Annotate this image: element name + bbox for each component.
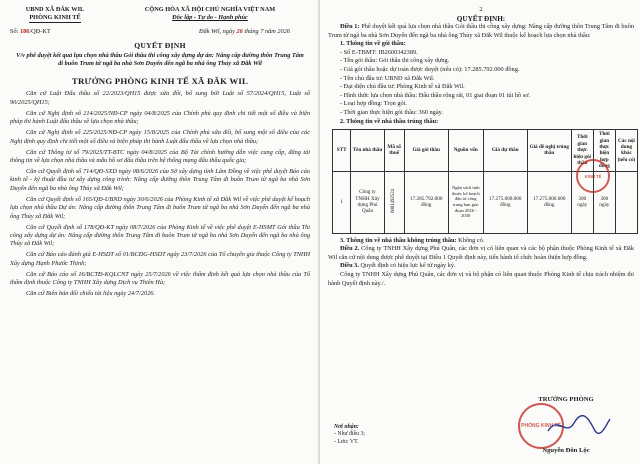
section-3	[328, 237, 634, 246]
signer-name: Nguyễn Đôn Lộc	[542, 447, 590, 454]
package-info-item: - Tên chủ đầu tư: UBND xã Đăk Wil.	[340, 74, 435, 82]
section-3-label: 3. Thông tin về nhà thầu không trúng thầu:	[340, 236, 457, 244]
signature-area	[506, 403, 626, 447]
document-date	[199, 28, 290, 35]
col-header: Các nội dung khác (nếu có)	[615, 130, 637, 171]
national-motto	[110, 6, 310, 23]
article-1-lead: Điều 1:	[340, 23, 360, 30]
legal-basis: Căn cứ Luật Đấu thầu số 22/2023/QH15 được sửa đổi, bổ sung bởi Luật số 57/2024/QH15, Luật số 90/2025/QH15;	[10, 90, 310, 106]
decision-title: QUYẾT ĐỊNH	[134, 41, 186, 50]
signer-title: TRƯỞNG PHÒNG	[538, 396, 594, 403]
date-day: 26	[236, 28, 243, 35]
org-line-1: UBND XÃ ĐĂK WIL	[25, 6, 85, 13]
section-1-heading	[328, 40, 634, 49]
table-cell: 300 ngày	[571, 171, 593, 233]
package-info-item: - Thời gian thực hiện gói thầu: 360 ngày.	[340, 108, 443, 116]
package-info-item: - Loại hợp đồng: Trọn gói.	[340, 100, 408, 108]
table-cell: 17.275.000.000 đồng	[527, 171, 571, 233]
decision-subject: V/v phê duyệt kết quả lựa chọn nhà thầu Gói thầu thi công xây dựng dự án: Nâng cấp đường thôn Trung Tâm đi buôn Trum từ ngã ba nhà Sơn Duyến đến ngã ba nhà ông Thủy xã Đăk Wil	[16, 52, 304, 68]
table-cell: 17.285.792.000 đồng	[404, 171, 448, 233]
tax-code: 6001492524	[390, 188, 396, 213]
table-cell: 1	[333, 171, 351, 233]
document-page-1	[0, 0, 318, 464]
col-header: Giá đề nghị trúng thầu	[527, 130, 571, 171]
article-2	[328, 245, 634, 262]
col-header: Giá dự thầu	[483, 130, 527, 171]
article-3	[328, 262, 634, 271]
table-cell: Ngân sách tỉnh thuộc kế hoạch đầu tư công trung hạn giai đoạn 2026 - 2030	[448, 171, 483, 233]
col-header: Tên nhà thầu	[351, 130, 384, 171]
section-1-label: 1. Thông tin về gói thầu:	[340, 40, 406, 48]
page-number: 2	[479, 6, 483, 13]
legal-basis: Căn cứ Nghị định số 225/2025/NĐ-CP ngày 15/8/2025 của Chính phủ sửa đổi, bổ sung một số điều của các Nghị định quy định chi tiết một số điều và biện pháp thi hành Luật đấu thầu về lựa chọn nhà thầu;	[10, 129, 310, 145]
number-prefix: Số:	[10, 28, 19, 35]
signature-block	[506, 396, 626, 454]
authority-heading: TRƯỞNG PHÒNG KINH TẾ XÃ ĐĂK WIL	[71, 76, 249, 87]
decision-heading: QUYẾT ĐỊNH:	[456, 15, 506, 23]
date-text-b: tháng 7 năm 2026	[244, 28, 290, 35]
section-2-label: 2. Thông tin về nhà thầu trúng thầu:	[340, 117, 439, 125]
document-number	[10, 28, 51, 35]
article-1	[328, 23, 634, 40]
recipient-item: - Lưu: VT.	[334, 438, 359, 445]
article-3-text: Quyết định có hiệu lực kể từ ngày ký.	[360, 262, 456, 270]
package-info-item: - Đại diện chủ đầu tư: Phòng Kinh tế xã Đăk Wil.	[340, 83, 465, 91]
document-header	[10, 6, 310, 23]
seal-text: PHÒNG KINH TẾ	[521, 423, 561, 429]
legal-basis: Căn cứ Thông tư số 79/2025/TT-BTC ngày 04/8/2025 của Bộ Tài chính hướng dẫn việc cung cấp, đăng tải thông tin về lựa chọn nhà thầu và mẫu hồ sơ đấu thầu trên hệ thống mạng đấu thầu quốc gia;	[10, 148, 310, 165]
table-stamp-text: KINH TẾ	[584, 173, 602, 179]
recipients-title: Nơi nhận:	[334, 423, 359, 430]
section-3-value: Không có.	[458, 236, 485, 244]
nation-line-1: CỘNG HÒA XÃ HỘI CHỦ NGHĨA VIỆT NAM	[144, 6, 276, 13]
recipients	[334, 424, 365, 446]
col-header: Mã số thuế	[384, 130, 404, 171]
winner-table-wrap	[328, 129, 634, 233]
col-header: Thời gian thực hiện gói thầu	[571, 130, 593, 171]
table-cell: Công ty TNHH Xây dựng Phú Quân	[351, 171, 384, 233]
package-info-item: - Tên gói thầu: Gói thầu thi công xây dựng.	[340, 57, 450, 65]
col-header: Giá gói thầu	[404, 130, 448, 171]
document-page-2	[320, 0, 640, 464]
legal-basis: Căn cứ Quyết định số 165/QĐ-UBND ngày 30/6/2026 của Phòng Kinh tế xã Đăk Wil về việc phê duyệt kế hoạch lựa chọn nhà thầu Dự án: Nâng cấp đường thôn Trung Tâm đi buôn Trum từ ngã ba nhà Sơn Duyến đến ngã ba nhà ông Thủy xã Đăk Wil;	[10, 195, 310, 220]
legal-basis: Căn cứ Nghị định số 214/2025/NĐ-CP ngày 04/8/2025 của Chính phủ quy định chi tiết một số điều và biện pháp thi hành Luật đấu thầu về lựa chọn nhà thầu;	[10, 109, 310, 126]
article-1-text: Phê duyệt kết quả lựa chọn nhà thầu Gói thầu thi công xây dựng: Nâng cấp đường thôn Trung Tâm đi buôn Trum từ ngã ba nhà Sơn Duyến đến ngã ba nhà ông Thủy xã Đăk Wil thuộc kế hoạch lựa chọn nhà thầu:	[328, 23, 635, 39]
number-suffix: /QĐ-KT	[29, 28, 51, 35]
legal-basis: Căn cứ Báo cáo đánh giá E-HSDT số 01/BCĐG-HSDT ngày 23/7/2026 của Tổ chuyên gia thuộc Công ty TNHH Xây dựng Hạnh Phước Thịnh;	[10, 251, 310, 267]
document-meta	[10, 28, 310, 35]
section-2-heading	[328, 118, 634, 127]
handwritten-signature	[544, 411, 614, 441]
article-2-text: Công ty TNHH Xây dựng Phú Quân, các đơn vị có liên quan và các bộ phận thuộc Phòng Kinh tế xã Đăk Wil căn cứ nội dung được phê duyệt tại Điều 1 Quyết định này, tiến hành tổ chức hoàn thiện hợp đồng.	[328, 245, 634, 261]
col-header: Nguồn vốn	[448, 130, 483, 171]
table-seal-stamp	[576, 159, 610, 193]
article-2-lead: Điều 2.	[340, 245, 360, 253]
legal-basis: Căn cứ Quyết định số 714/QĐ-SXD ngày 08/6/2026 của Sở xây dựng tỉnh Lâm Đồng về việc phê duyệt Báo cáo kinh tế - kỹ thuật đầu tư xây dựng công trình: Nâng cấp đường thôn Trung Tâm đi buôn Trum từ ngã ba nhà Sơn Duyến đến ngã ba nhà ông Thủy xã Đăk Wil;	[10, 168, 310, 192]
legal-basis: Căn cứ Quyết định số 178/QĐ-KT ngày 08/7/2026 của Phòng Kinh tế về việc phê duyệt E-HSMT Gói thầu Thi công xây dựng dự án: Nâng cấp đường thôn Trung Tâm đi buôn Trum từ ngã ba nhà Sơn Duyến đến ngã ba nhà ông Thủy xã Đăk Wil;	[10, 223, 310, 248]
table-cell: 300 ngày	[593, 171, 615, 233]
package-info-list	[328, 49, 634, 118]
table-cell	[384, 171, 404, 233]
col-header: Thời gian thực hiện hợp đồng	[593, 130, 615, 171]
issuing-organization	[10, 6, 100, 23]
legal-bases	[10, 90, 310, 298]
package-info-item: - Số E-TBMT: IB2600342389.	[340, 48, 418, 56]
legal-basis: Căn cứ Biên bản đối chiếu tài liệu ngày 24/7/2026.	[26, 290, 156, 298]
recipient-item: - Như điều 3;	[334, 431, 365, 438]
nation-line-2: Độc lập - Tự do - Hạnh phúc	[172, 14, 248, 21]
table-cell	[615, 171, 637, 233]
package-info-item: - Giá gói thầu hoặc dự toán được duyệt (nếu có): 17.285.792.000 đồng.	[340, 65, 520, 73]
article-3-lead: Điều 3.	[340, 262, 359, 270]
col-header: STT	[333, 130, 351, 171]
date-text-a: Đăk Wil, ngày	[199, 28, 235, 35]
package-info-item: - Hình thức lựa chọn nhà thầu: Đấu thầu rộng rãi, 01 giai đoạn 01 túi hồ sơ.	[340, 91, 531, 99]
legal-basis: Căn cứ Báo cáo số 16/BCTĐ-KQLCNT ngày 25/7/2026 về việc thẩm định kết quả lựa chọn nhà thầu của Tổ thẩm định thuộc Công ty TNHH Xây dựng Dịch vụ Thiên Hà;	[10, 270, 310, 287]
org-line-2: PHÒNG KINH TẾ	[29, 14, 81, 21]
number-value: 186	[19, 28, 30, 35]
article-3-continued: Công ty TNHH Xây dựng Phú Quân, các đơn vị và bộ phận có liên quan thuộc Phòng Kinh tế chịu trách nhiệm thi hành Quyết định này./.	[328, 270, 634, 287]
table-cell: 17.275.000.000 đồng	[483, 171, 527, 233]
